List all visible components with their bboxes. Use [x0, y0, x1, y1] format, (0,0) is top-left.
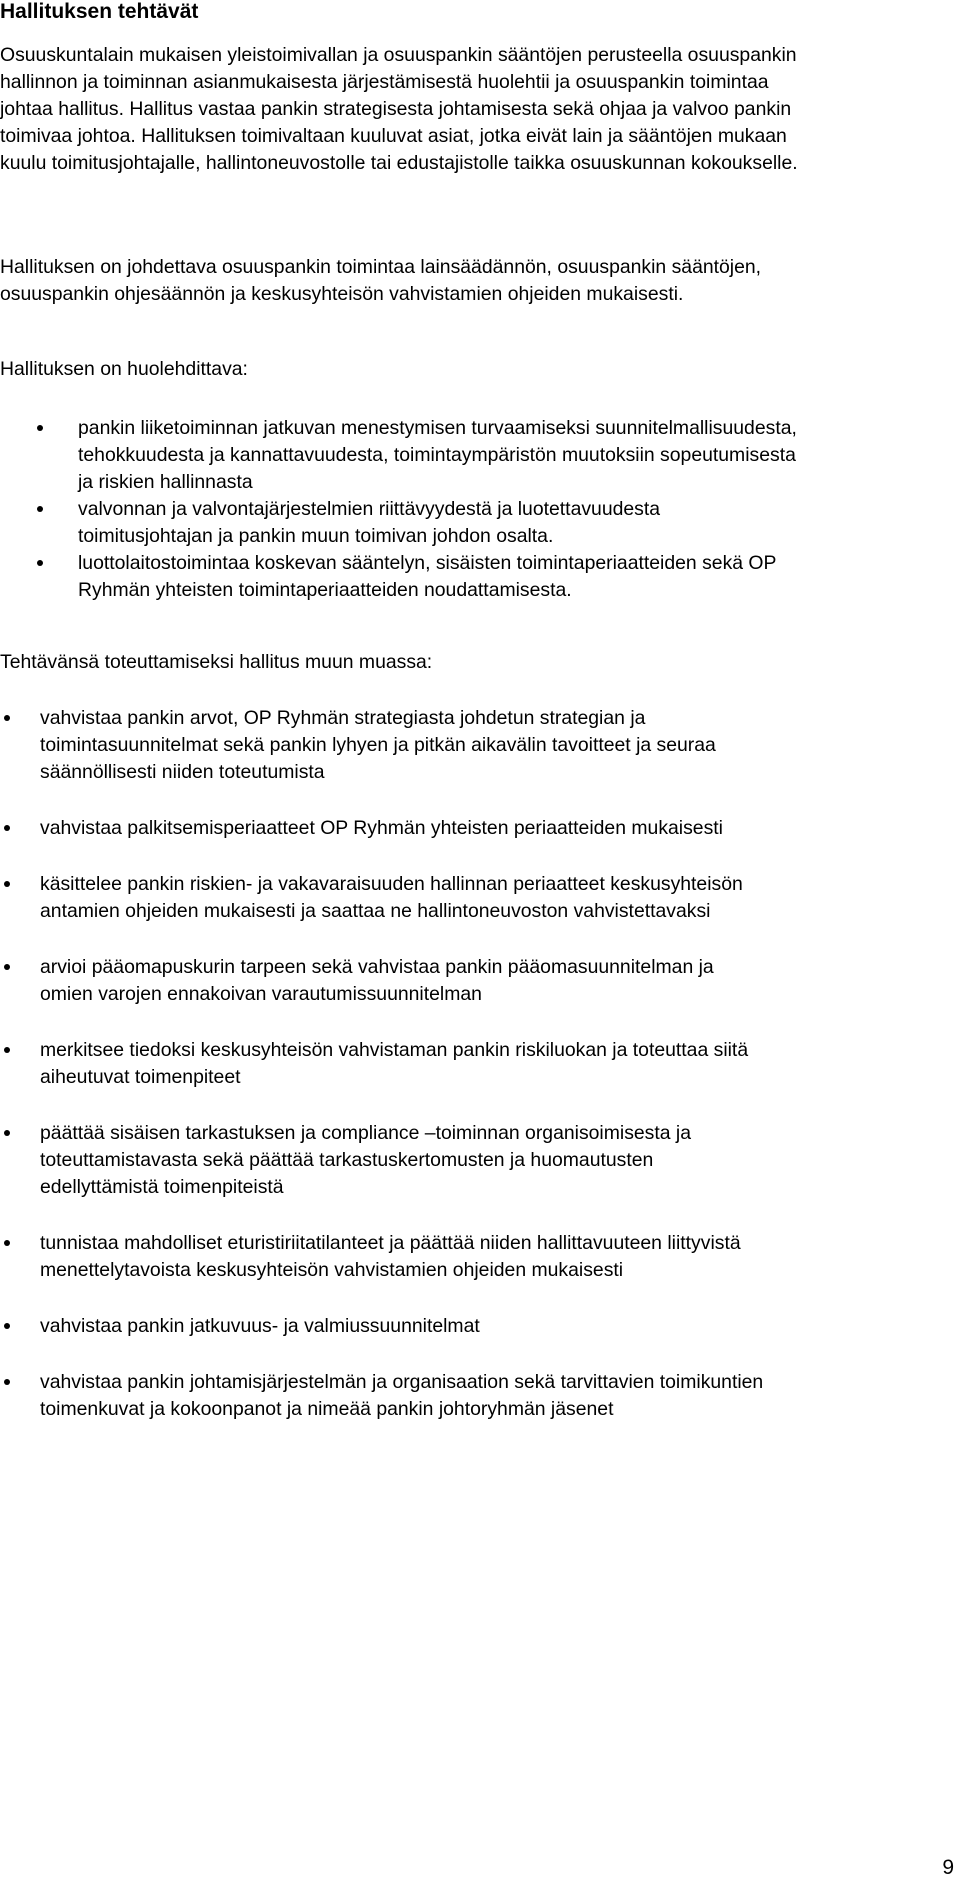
list-item: [40, 1313, 770, 1340]
list-item-text: luottolaitostoimintaa koskevan sääntelyn, sisäisten toimintaperiaatteiden sekä OP Ryhmän yhteisten toimintaperiaatteiden noudattamisesta.: [78, 552, 777, 601]
list-item: [40, 705, 770, 786]
list-item: [78, 496, 798, 550]
list-item: [40, 871, 770, 925]
bullet-icon: [4, 1130, 10, 1136]
bullet-icon: [37, 506, 43, 512]
page-number: 9: [942, 1856, 954, 1879]
tasks-intro: Tehtävänsä toteuttamiseksi hallitus muun muassa:: [0, 651, 433, 673]
bullet-icon: [37, 560, 43, 566]
list-item-text: vahvistaa pankin johtamisjärjestelmän ja organisaation sekä tarvittavien toimikuntien toimenkuvat ja kokoonpanot ja nimeää pankin johtoryhmän jäsenet: [40, 1371, 764, 1420]
section-heading: Hallituksen tehtävät: [0, 0, 199, 23]
list-item-text: vahvistaa palkitsemisperiaatteet OP Ryhmän yhteisten periaatteiden mukaisesti: [40, 817, 723, 839]
list-item: [40, 1230, 770, 1284]
bullet-icon: [4, 825, 10, 831]
list-item: [78, 550, 798, 604]
list-item-text: käsittelee pankin riskien- ja vakavaraisuuden hallinnan periaatteet keskusyhteisön antamien ohjeiden mukaisesti ja saattaa ne hallintoneuvoston vahvistettavaksi: [40, 873, 743, 922]
list-item: [78, 415, 798, 496]
bullet-icon: [4, 715, 10, 721]
bullet-icon: [4, 1047, 10, 1053]
bullet-icon: [37, 425, 43, 431]
list-item: [40, 954, 770, 1008]
tasks-list: [40, 705, 770, 1452]
list-item-text: merkitsee tiedoksi keskusyhteisön vahvistaman pankin riskiluokan ja toteuttaa siitä aiheutuvat toimenpiteet: [40, 1039, 749, 1088]
bullet-icon: [4, 1379, 10, 1385]
list-item-text: pankin liiketoiminnan jatkuvan menestymisen turvaamiseksi suunnitelmallisuudesta, tehokkuudesta ja kannattavuudesta, toimintaympäristön muutoksiin sopeutumisesta ja riskien hallinnasta: [78, 417, 797, 493]
bullet-icon: [4, 1240, 10, 1246]
duties-list: [78, 415, 798, 604]
list-item-text: päättää sisäisen tarkastuksen ja compliance –toiminnan organisoimisesta ja toteuttamistavasta sekä päättää tarkastuskertomusten ja huomautusten edellyttämistä toimenpiteistä: [40, 1122, 692, 1198]
list-item: [40, 1037, 770, 1091]
list-item: [40, 815, 770, 842]
guidance-paragraph: Hallituksen on johdettava osuuspankin toimintaa lainsäädännön, osuuspankin sääntöjen, osuuspankin ohjesäännön ja keskusyhteisön vahvistamien ohjeiden mukaisesti.: [0, 256, 762, 305]
list-item-text: vahvistaa pankin jatkuvuus- ja valmiussuunnitelmat: [40, 1315, 480, 1337]
bullet-icon: [4, 1323, 10, 1329]
list-item-text: arvioi pääomapuskurin tarpeen sekä vahvistaa pankin pääomasuunnitelman ja omien varojen ennakoivan varautumissuunnitelman: [40, 956, 714, 1005]
list-item-text: tunnistaa mahdolliset eturistiriitatilanteet ja päättää niiden hallittavuuteen liittyvistä menettelytavoista keskusyhteisön vahvistamien ohjeiden mukaisesti: [40, 1232, 741, 1281]
list-item-text: valvonnan ja valvontajärjestelmien riittävyydestä ja luotettavuudesta toimitusjohtajan ja pankin muun toimivan johdon osalta.: [78, 498, 661, 547]
bullet-icon: [4, 964, 10, 970]
list-item: [40, 1369, 770, 1423]
list-item: [40, 1120, 770, 1201]
intro-paragraph: Osuuskuntalain mukaisen yleistoimivallan ja osuuspankin sääntöjen perusteella osuuspankin hallinnon ja toiminnan asianmukaisesta järjestämisestä huolehtii ja osuuspankin toimintaa johtaa hallitus. Hallitus vastaa pankin strategisesta johtamisesta sekä ohjaa ja valvoo pankin toimivaa johtoa. Hallituksen toimivaltaan kuuluvat asiat, jotka eivät lain ja sääntöjen mukaan kuulu toimitusjohtajalle, hallintoneuvostolle tai edustajistolle taikka osuuskunnan kokoukselle.: [0, 44, 798, 174]
list-item-text: vahvistaa pankin arvot, OP Ryhmän strategiasta johdetun strategian ja toimintasuunnitelmat sekä pankin lyhyen ja pitkän aikavälin tavoitteet ja seuraa säännöllisesti niiden toteutumista: [40, 707, 716, 783]
bullet-icon: [4, 881, 10, 887]
duties-intro: Hallituksen on huolehdittava:: [0, 358, 248, 380]
